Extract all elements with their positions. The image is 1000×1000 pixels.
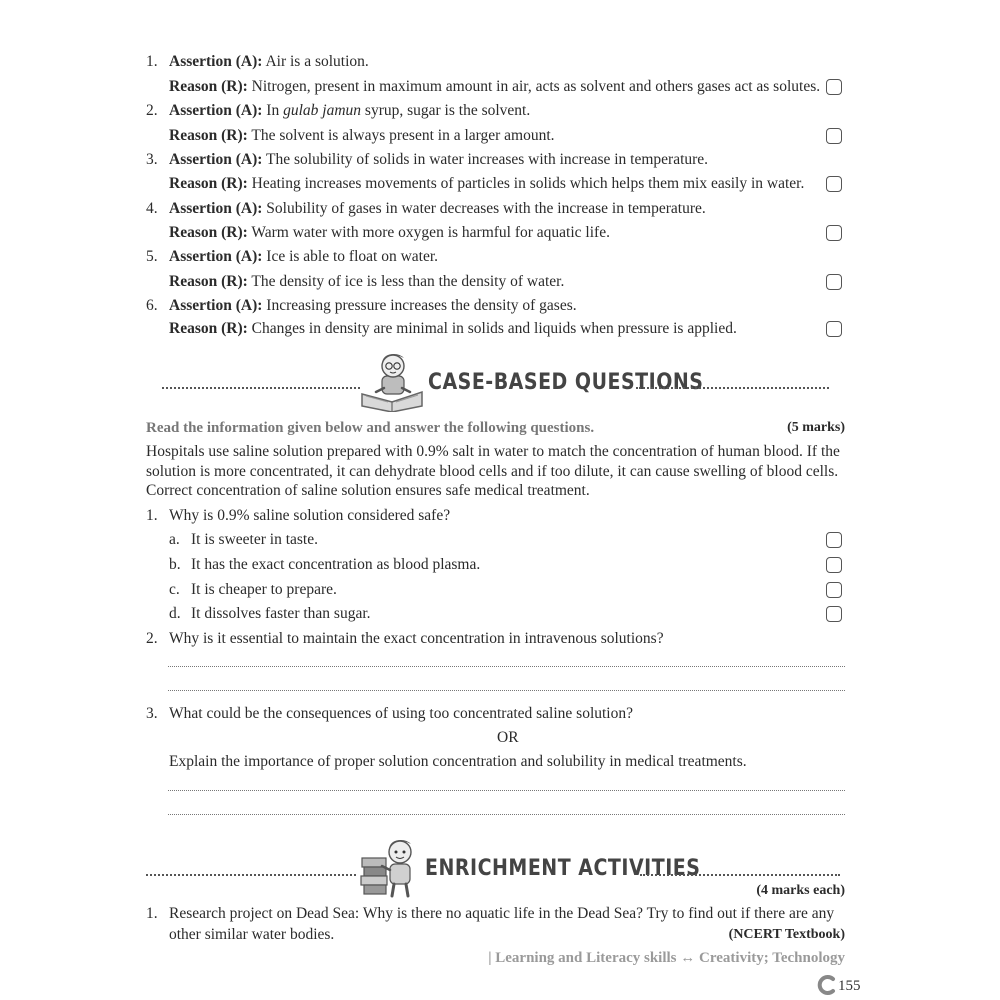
assertion-text: Assertion (A): In gulab jamun syrup, sugar is the solvent. <box>169 102 531 119</box>
reason-text: Reason (R): Nitrogen, present in maximum amount in air, acts as solvent and others gases act as solutes. <box>169 78 821 95</box>
answer-line[interactable] <box>168 788 845 791</box>
item-number: 3. <box>146 151 158 168</box>
option-text: It is sweeter in taste. <box>191 531 318 548</box>
reference-label: (NCERT Textbook) <box>728 927 845 942</box>
option-text: It has the exact concentration as blood plasma. <box>191 556 481 573</box>
item-number: 4. <box>146 200 158 217</box>
section-divider-dots <box>640 872 840 876</box>
option-letter: a. <box>169 531 180 548</box>
option-letter: c. <box>169 581 180 598</box>
passage-line: Correct concentration of saline solution ensures safe medical treatment. <box>146 482 590 499</box>
question-text: Research project on Dead Sea: Why is there no aquatic life in the Dead Sea? Try to find out if there are any <box>169 905 835 922</box>
answer-line[interactable] <box>168 664 845 667</box>
option-checkbox[interactable] <box>826 532 842 548</box>
passage-line: solution is more concentrated, it can dehydrate blood cells and if too dilute, it can cause swelling of blood cells. <box>146 463 839 480</box>
reason-text: Reason (R): Changes in density are minimal in solids and liquids when pressure is applied. <box>169 320 737 337</box>
page-number: 155 <box>838 978 861 994</box>
item-number: 2. <box>146 102 158 119</box>
question-number: 2. <box>146 630 158 647</box>
item-number: 5. <box>146 248 158 265</box>
reading-boy-icon <box>358 350 430 412</box>
section-title: ENRICHMENT ACTIVITIES <box>425 855 701 881</box>
boy-with-books-icon <box>358 836 422 898</box>
option-checkbox[interactable] <box>826 606 842 622</box>
item-number: 6. <box>146 297 158 314</box>
option-checkbox[interactable] <box>826 582 842 598</box>
option-checkbox[interactable] <box>826 557 842 573</box>
answer-checkbox[interactable] <box>826 176 842 192</box>
skills-footer: | Learning and Literacy skills ↔ Creativity; Technology <box>488 950 845 966</box>
question-text: Why is 0.9% saline solution considered safe? <box>169 507 451 524</box>
reason-text: Reason (R): The density of ice is less than the density of water. <box>169 273 565 290</box>
section-title: CASE-BASED QUESTIONS <box>428 369 704 395</box>
question-text-alt: Explain the importance of proper solution concentration and solubility in medical treatments. <box>169 753 747 770</box>
marks-label: (5 marks) <box>787 420 845 435</box>
instruction-text: Read the information given below and answer the following questions. <box>146 420 595 436</box>
answer-checkbox[interactable] <box>826 128 842 144</box>
publisher-logo-icon <box>817 975 837 995</box>
option-text: It is cheaper to prepare. <box>191 581 337 598</box>
question-text: Why is it essential to maintain the exact concentration in intravenous solutions? <box>169 630 664 647</box>
answer-line[interactable] <box>168 688 845 691</box>
reason-text: Reason (R): Heating increases movements of particles in solids which helps them mix easily in water. <box>169 175 805 192</box>
question-number: 1. <box>146 905 158 922</box>
section-divider-dots <box>162 385 360 389</box>
passage-line: Hospitals use saline solution prepared with 0.9% salt in water to match the concentration of human blood. If the <box>146 443 840 460</box>
answer-checkbox[interactable] <box>826 79 842 95</box>
option-text: It dissolves faster than sugar. <box>191 605 371 622</box>
question-number: 3. <box>146 705 158 722</box>
assertion-text: Assertion (A): Increasing pressure increases the density of gases. <box>169 297 577 314</box>
option-letter: b. <box>169 556 181 573</box>
marks-label: (4 marks each) <box>756 883 845 898</box>
answer-checkbox[interactable] <box>826 321 842 337</box>
or-label: OR <box>497 729 519 746</box>
assertion-text: Assertion (A): Air is a solution. <box>169 53 369 70</box>
reason-text: Reason (R): The solvent is always present in a larger amount. <box>169 127 555 144</box>
answer-checkbox[interactable] <box>826 274 842 290</box>
assertion-text: Assertion (A): The solubility of solids in water increases with increase in temperature. <box>169 151 709 168</box>
section-divider-dots <box>146 872 356 876</box>
question-text: What could be the consequences of using too concentrated saline solution? <box>169 705 633 722</box>
assertion-text: Assertion (A): Solubility of gases in water decreases with the increase in temperature. <box>169 200 706 217</box>
answer-line[interactable] <box>168 812 845 815</box>
question-text: other similar water bodies. <box>169 926 335 943</box>
section-divider-dots <box>636 385 829 389</box>
assertion-text: Assertion (A): Ice is able to float on water. <box>169 248 439 265</box>
option-letter: d. <box>169 605 181 622</box>
item-number: 1. <box>146 53 158 70</box>
question-number: 1. <box>146 507 158 524</box>
reason-text: Reason (R): Warm water with more oxygen is harmful for aquatic life. <box>169 224 610 241</box>
answer-checkbox[interactable] <box>826 225 842 241</box>
